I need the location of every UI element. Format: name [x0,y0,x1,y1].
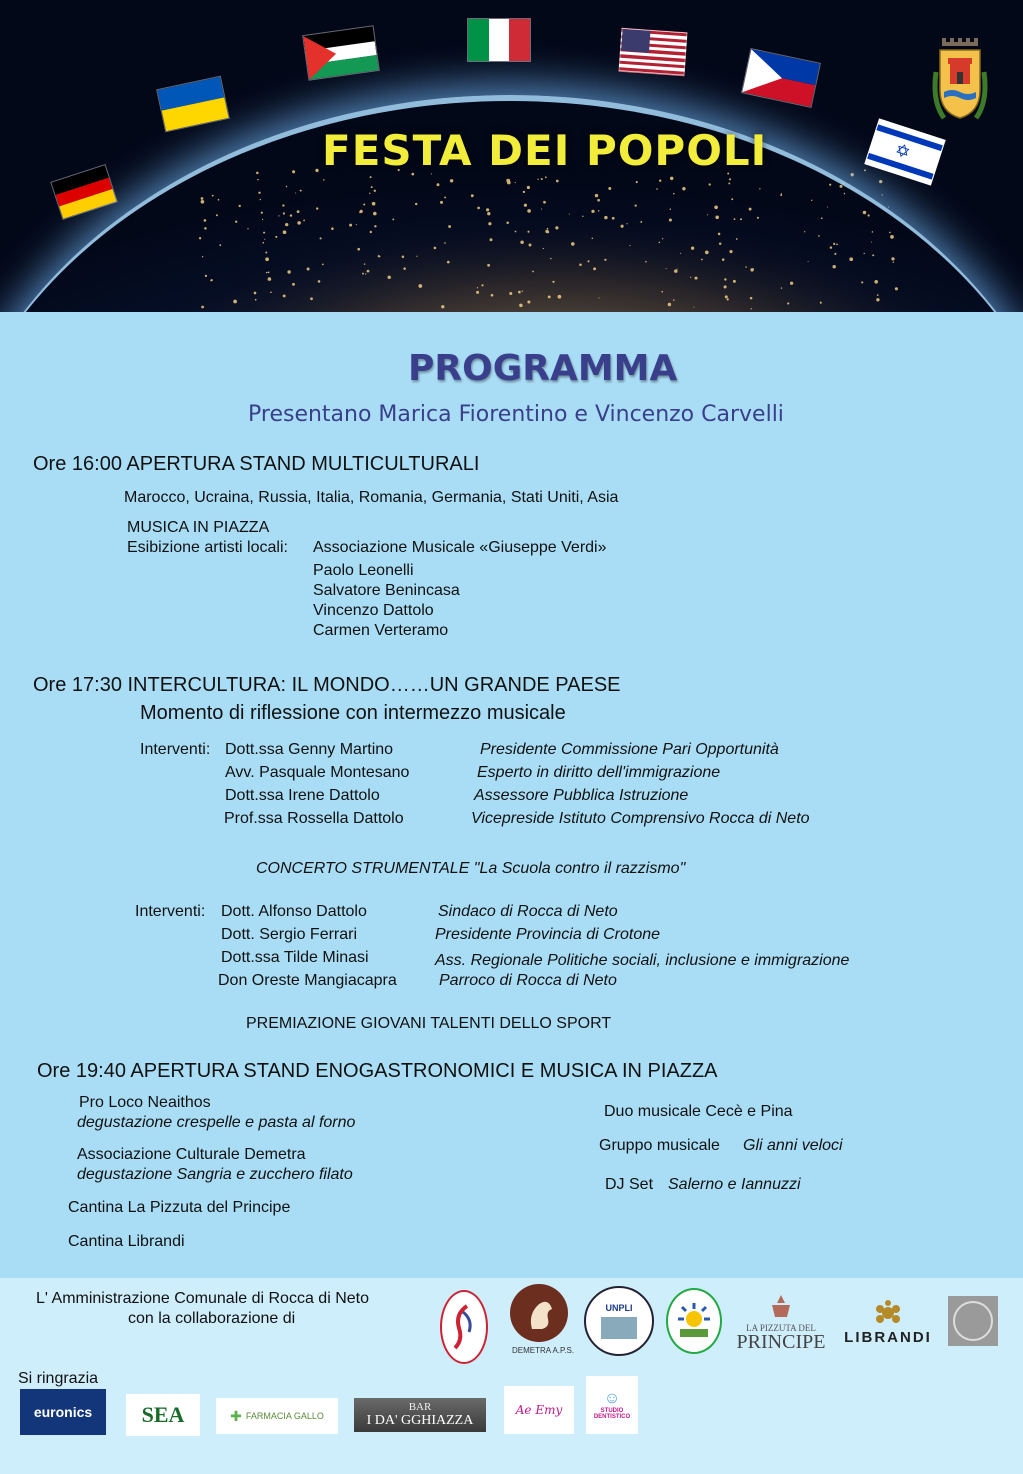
demetra-logo [510,1284,568,1342]
countries-list: Marocco, Ucraina, Russia, Italia, Romania, Germania, Stati Uniti, Asia [124,489,619,506]
speaker-role: Presidente Provincia di Crotone [435,926,661,943]
ae-emy-text: Ae Emy [515,1403,563,1417]
speaker-name: Dott.ssa Tilde Minasi [221,949,369,966]
stand-title: Pro Loco Neaithos [79,1094,211,1111]
speaker-role: Sindaco di Rocca di Neto [438,903,618,920]
music-act: DJ Set [605,1176,654,1193]
artist-item: Associazione Musicale «Giuseppe Verdi» [313,539,607,556]
speakers-label: Interventi: [140,741,211,758]
studio-dentistico-logo [586,1376,638,1434]
stand-title: Cantina La Pizzuta del Principe [68,1199,291,1216]
speaker-name: Dott.ssa Irene Dattolo [225,787,380,804]
tooth-icon: ☺ [603,1390,621,1407]
grey-seal-logo [948,1296,998,1346]
music-act-name: Salerno e Iannuzzi [668,1176,801,1193]
music-act: Gruppo musicale [599,1137,720,1154]
librandi-logo [838,1292,938,1352]
music-in-piazza: MUSICA IN PIAZZA [127,519,270,536]
stand-detail: degustazione crespelle e pasta al forno [77,1114,356,1131]
speaker-role: Parroco di Rocca di Neto [439,972,617,989]
municipal-crest-icon [930,22,990,130]
usa-flag-icon [619,28,688,76]
section-1-heading: Ore 16:00 APERTURA STAND MULTICULTURALI [33,453,480,475]
section-3-heading: Ore 19:40 APERTURA STAND ENOGASTRONOMICI E MUSICA IN PIAZZA [37,1060,718,1082]
speaker-name: Avv. Pasquale Montesano [225,764,410,781]
speaker-name: Don Oreste Mangiacapra [218,972,397,989]
presenters-line: Presentano Marica Fiorentino e Vincenzo Carvelli [248,402,784,427]
pharmacy-cross-icon: ✚ [230,1407,242,1424]
euronics-logo [20,1389,106,1435]
librandi-text: LIBRANDI [844,1328,932,1346]
euronics-text: euronics [33,1404,93,1420]
demetra-caption: DEMETRA A.P.S. [512,1346,575,1355]
speaker-name: Dott. Alfonso Dattolo [221,903,367,920]
stand-title: Cantina Librandi [68,1233,185,1250]
speaker-name: Prof.ssa Rossella Dattolo [224,810,404,827]
artist-item: Salvatore Benincasa [313,582,460,599]
italy-flag-icon [467,18,531,62]
thanks-label: Si ringrazia [18,1370,99,1387]
speaker-role: Ass. Regionale Politiche sociali, inclusione e immigrazione [435,952,850,969]
speaker-name: Dott. Sergio Ferrari [221,926,358,943]
farmacia-logo [216,1398,338,1434]
proloco-sun-logo [666,1288,722,1354]
section-2-subheading: Momento di riflessione con intermezzo musicale [140,702,566,724]
unpli-logo [584,1286,654,1356]
speaker-role: Presidente Commissione Pari Opportunità [480,741,779,758]
speakers-label: Interventi: [135,903,206,920]
festival-title: FESTA DEI POPOLI [322,126,768,175]
red-face-logo [440,1290,488,1364]
hero-banner [0,0,1023,312]
speaker-role: Assessore Pubblica Istruzione [474,787,689,804]
section-2-heading: Ore 17:30 INTERCULTURA: IL MONDO……UN GRANDE PAESE [33,674,621,696]
pizzuta-top-text: LA PIZZUTA DEL [746,1323,816,1333]
israel-flag-icon: ✡ [864,118,945,185]
stand-detail: degustazione Sangria e zucchero filato [77,1166,353,1183]
stand-title: Associazione Culturale Demetra [77,1146,306,1163]
bar-logo [354,1398,486,1432]
ae-emy-logo [504,1386,574,1434]
unpli-label: UNPLI [605,1303,633,1313]
speaker-role: Vicepreside Istituto Comprensivo Rocca di Neto [471,810,810,827]
music-act: Duo musicale Cecè e Pina [604,1103,793,1120]
bar-top-text: BAR [408,1401,432,1413]
bar-bottom-text: I DA' GGHIAZZA [366,1413,474,1428]
artist-item: Vincenzo Dattolo [313,602,434,619]
studio-text: STUDIO DENTISTICO [593,1408,631,1420]
speaker-role: Esperto in diritto dell'immigrazione [477,764,721,781]
footer [0,1278,1023,1474]
administration-line: L' Amministrazione Comunale di Rocca di Neto [36,1290,369,1307]
collaboration-line: con la collaborazione di [128,1310,296,1327]
music-act-name: Gli anni veloci [743,1137,843,1154]
sea-text: SEA [141,1402,185,1427]
local-artists-label: Esibizione artisti locali: [127,539,288,556]
artist-item: Paolo Leonelli [313,562,414,579]
speaker-name: Dott.ssa Genny Martino [225,741,394,758]
pizzuta-bottom-text: PRINCIPE [736,1331,826,1353]
program-title: PROGRAMMA [408,348,678,389]
artist-item: Carmen Verteramo [313,622,449,639]
program-section [0,312,1023,1278]
pizzuta-logo [734,1290,828,1354]
concert-line: CONCERTO STRUMENTALE "La Scuola contro il razzismo" [256,860,686,877]
sea-logo [126,1394,200,1436]
awards-line: PREMIAZIONE GIOVANI TALENTI DELLO SPORT [246,1015,612,1032]
farmacia-text: FARMACIA GALLO [245,1411,324,1421]
